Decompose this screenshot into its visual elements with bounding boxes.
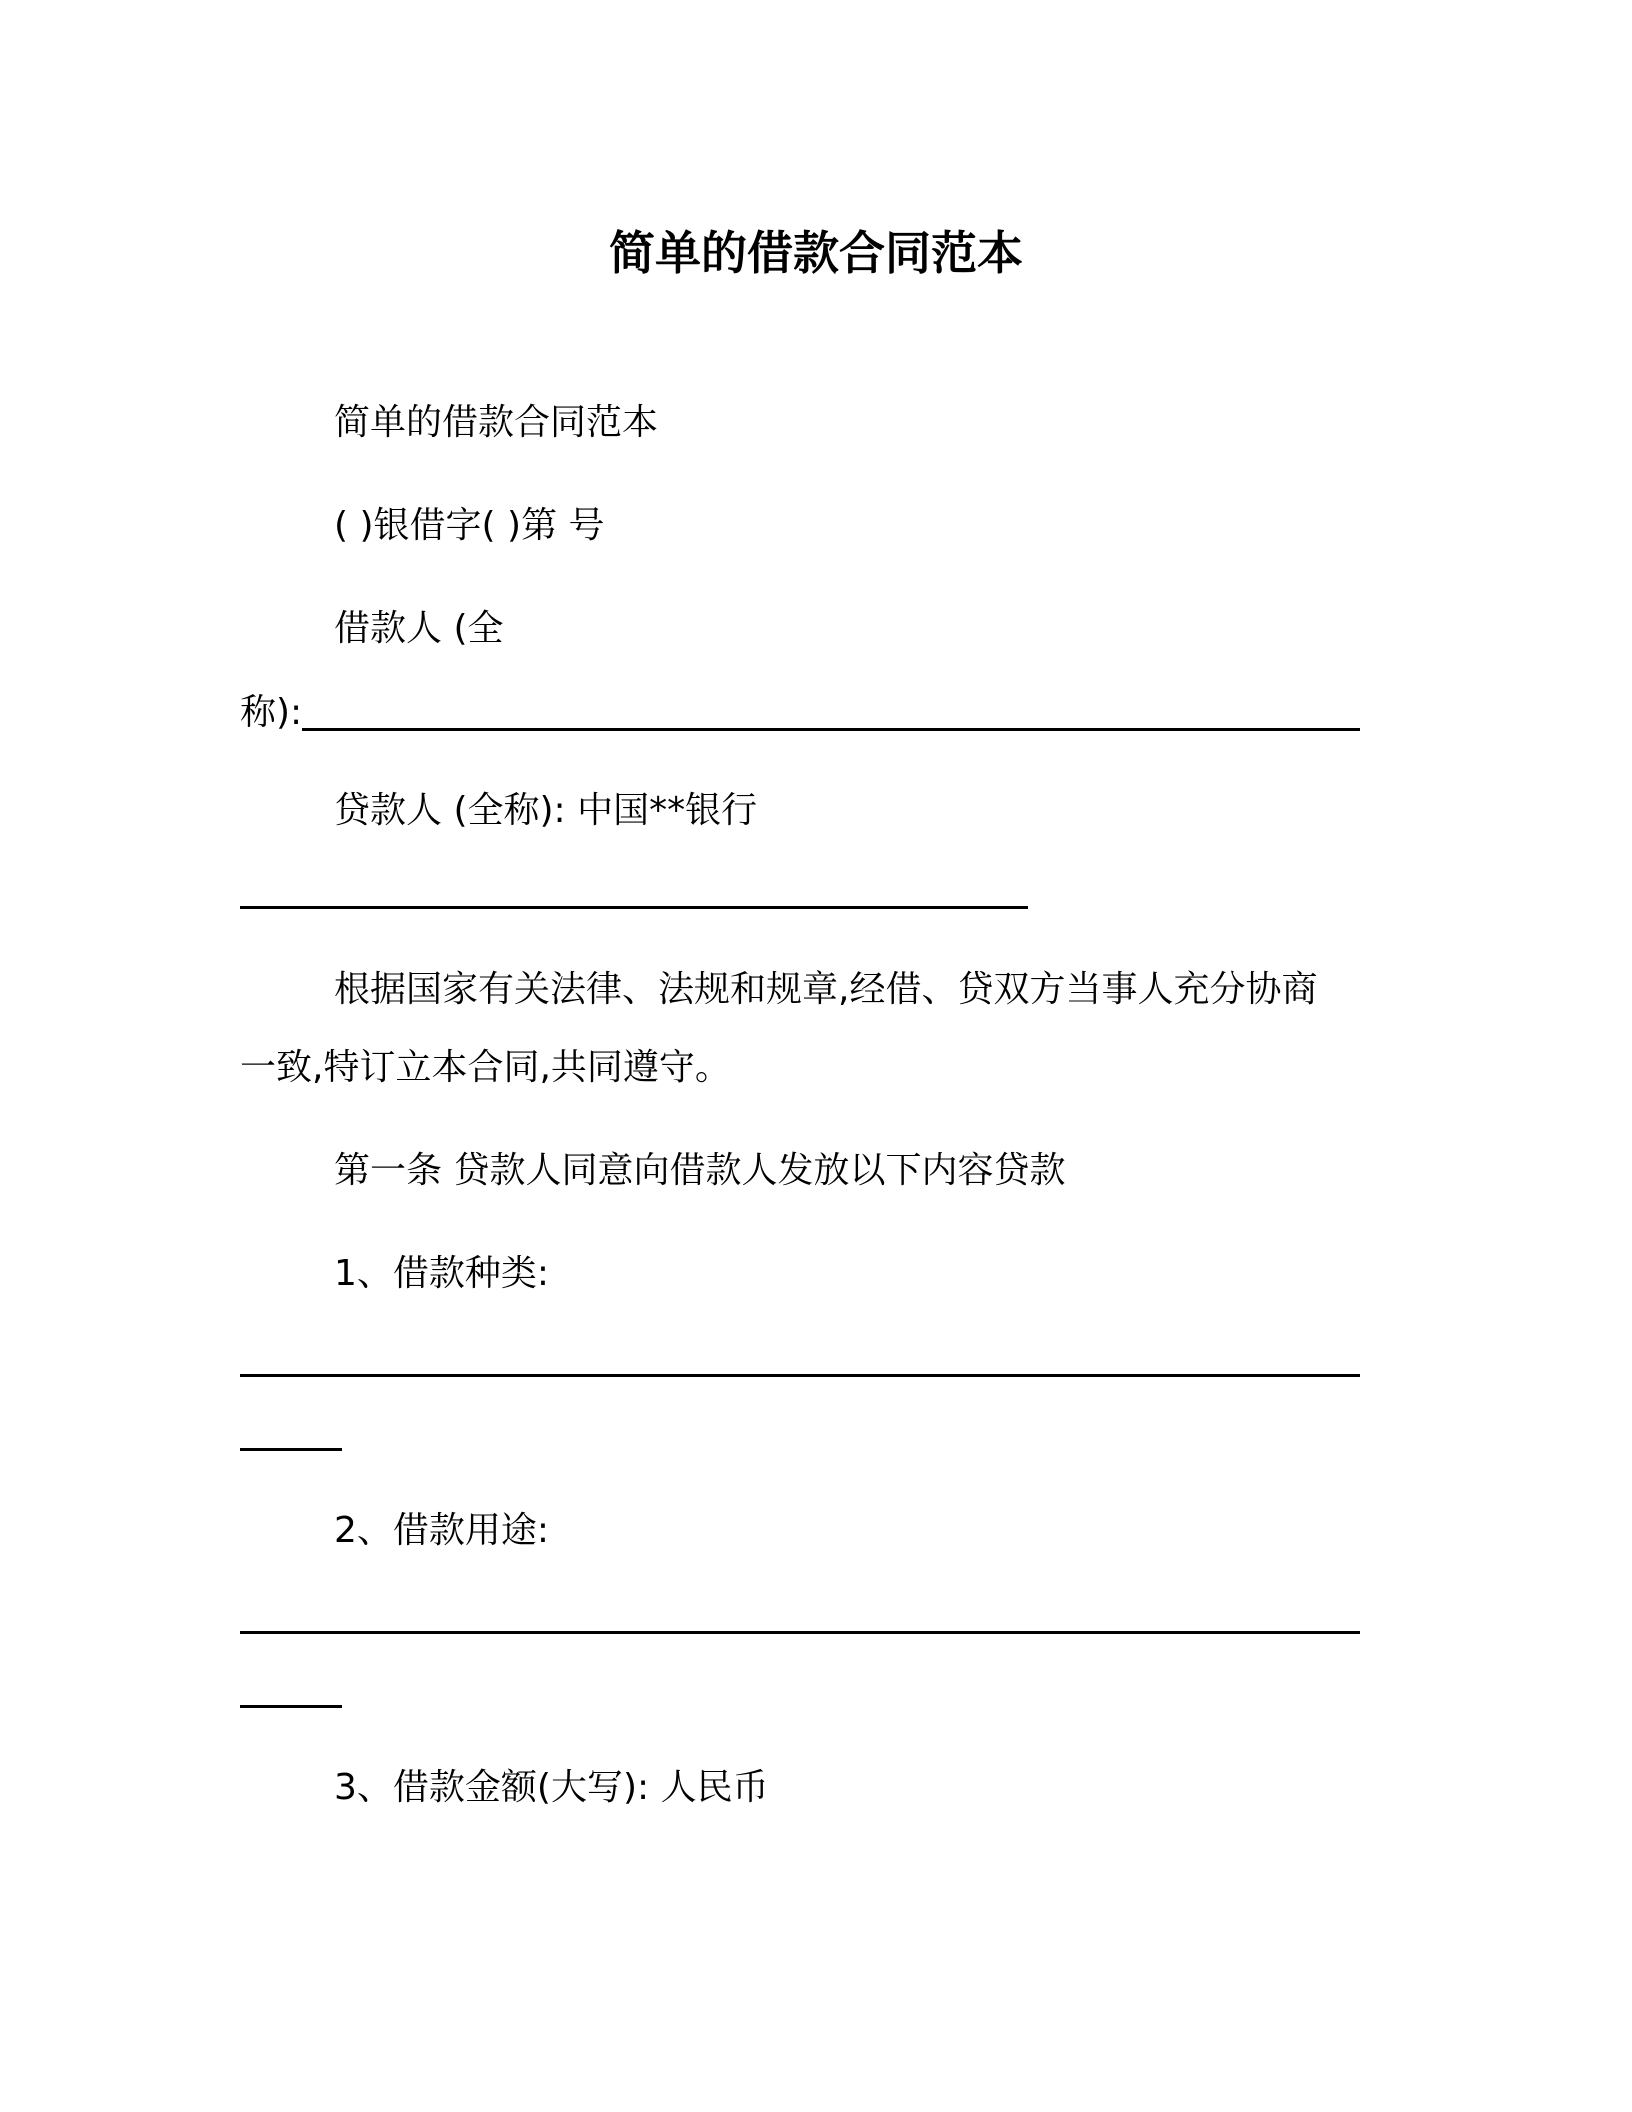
- subtitle-line: 简单的借款合同范本: [334, 402, 659, 443]
- loan-type-blank-1: [240, 1374, 1360, 1377]
- loan-purpose-blank-2: [240, 1705, 342, 1708]
- article-1-heading: 第一条 贷款人同意向借款人发放以下内容贷款: [334, 1150, 1066, 1191]
- item-3-loan-amount: 3、借款金额(大写): 人民币: [334, 1767, 769, 1808]
- lender-line: 贷款人 (全称): 中国**银行: [334, 790, 758, 831]
- preamble-line-2: 一致,特订立本合同,共同遵守。: [240, 1047, 731, 1088]
- item-1-loan-type: 1、借款种类:: [334, 1253, 550, 1294]
- lender-blank: [240, 906, 1028, 909]
- preamble-line-1: 根据国家有关法律、法规和规章,经借、贷双方当事人充分协商: [334, 969, 1318, 1010]
- loan-type-blank-2: [240, 1448, 342, 1451]
- borrower-name-blank: [302, 728, 1360, 731]
- loan-purpose-blank-1: [240, 1631, 1360, 1634]
- document-title: 简单的借款合同范本: [609, 226, 1023, 280]
- contract-number-line: ( )银借字( )第 号: [334, 505, 605, 546]
- borrower-label-continuation: 称):: [240, 692, 303, 733]
- borrower-label-line: 借款人 (全: [334, 608, 504, 649]
- item-2-loan-purpose: 2、借款用途:: [334, 1510, 550, 1551]
